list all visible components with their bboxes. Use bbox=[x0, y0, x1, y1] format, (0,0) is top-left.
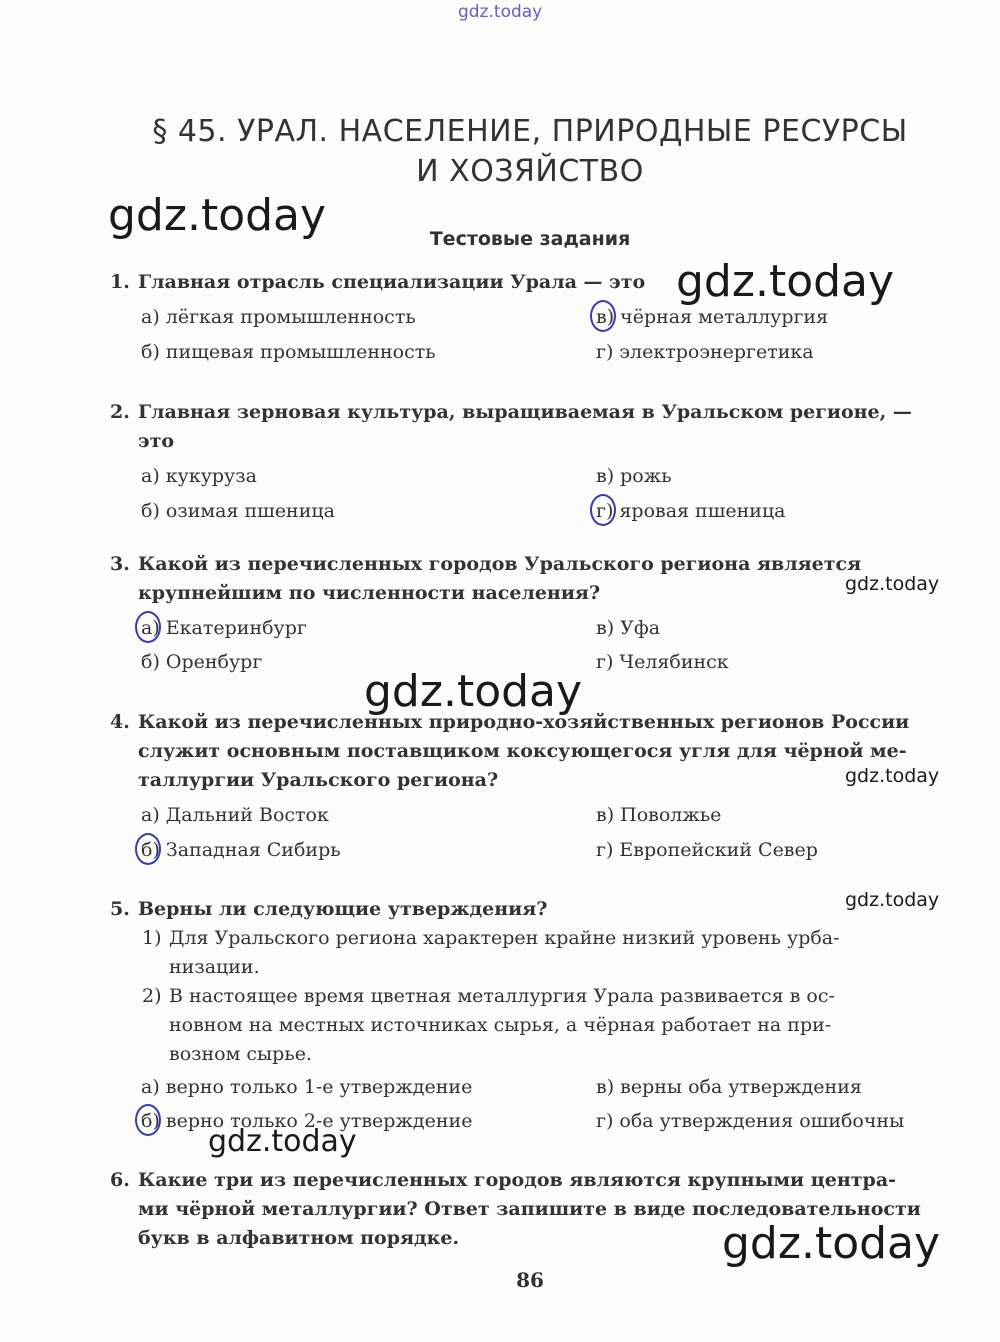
question-number: 1. bbox=[110, 271, 130, 293]
answer-circle-mark: г) bbox=[596, 497, 613, 526]
q2-option-g bbox=[596, 497, 786, 526]
question-text: букв в алфавитном порядке. bbox=[138, 1227, 460, 1249]
q5-option-v: в) верны оба утверждения bbox=[596, 1076, 862, 1098]
page-title-line2: И ХОЗЯЙСТВО bbox=[416, 154, 644, 189]
statement-text: В настоящее время цветная металлургия Урала развивается в ос- bbox=[169, 985, 835, 1007]
q4-option-g: г) Европейский Север bbox=[596, 839, 818, 861]
option-text: яровая пшеница bbox=[613, 500, 786, 522]
question-text: таллургии Уральского региона? bbox=[138, 769, 499, 791]
watermark: gdz.today bbox=[845, 573, 940, 595]
q3-option-a bbox=[141, 614, 307, 643]
statement-text: возном сырье. bbox=[169, 1043, 312, 1065]
statement-text: низации. bbox=[169, 956, 260, 978]
q4-option-a: а) Дальний Восток bbox=[141, 804, 329, 826]
q4-option-b bbox=[141, 836, 341, 865]
question-number: 6. bbox=[110, 1169, 130, 1191]
q5-statement-1 bbox=[142, 924, 952, 982]
q5-statement-2 bbox=[142, 982, 952, 1069]
question-3 bbox=[110, 550, 952, 608]
question-6 bbox=[110, 1166, 952, 1253]
option-text: чёрная металлургия bbox=[614, 306, 829, 328]
q5-option-g: г) оба утверждения ошибочны bbox=[596, 1110, 905, 1132]
answer-circle-mark: в) bbox=[596, 303, 614, 332]
watermark: gdz.today bbox=[208, 1124, 357, 1159]
question-number: 4. bbox=[110, 711, 130, 733]
question-number: 3. bbox=[110, 553, 130, 575]
q1-option-g: г) электроэнергетика bbox=[596, 341, 814, 363]
question-text: ми чёрной металлургии? Ответ запишите в виде последовательности bbox=[138, 1198, 921, 1220]
question-text: служит основным поставщиком коксующегося угля для чёрной ме- bbox=[138, 740, 907, 762]
question-2 bbox=[110, 398, 952, 456]
question-number: 5. bbox=[110, 898, 130, 920]
q4-option-v: в) Поволжье bbox=[596, 804, 722, 826]
q1-option-b: б) пищевая промышленность bbox=[141, 341, 436, 363]
statement-number: 2) bbox=[142, 985, 162, 1007]
q1-option-a: а) лёгкая промышленность bbox=[141, 306, 416, 328]
watermark: gdz.today bbox=[364, 666, 583, 717]
answer-circle-mark: б) bbox=[141, 836, 160, 865]
question-4 bbox=[110, 708, 952, 795]
watermark: gdz.today bbox=[722, 1218, 941, 1269]
option-text: Западная Сибирь bbox=[159, 839, 341, 861]
question-number: 2. bbox=[110, 401, 130, 423]
q5-option-b bbox=[141, 1107, 472, 1136]
q2-option-v: в) рожь bbox=[596, 465, 672, 487]
question-text: Какие три из перечисленных городов являются крупными центра- bbox=[138, 1169, 897, 1191]
watermark-top: gdz.today bbox=[458, 2, 543, 22]
q3-option-g: г) Челябинск bbox=[596, 651, 729, 673]
question-text: Какой из перечисленных природно-хозяйственных регионов России bbox=[138, 711, 910, 733]
section-subtitle: Тестовые задания bbox=[429, 228, 631, 250]
watermark: gdz.today bbox=[845, 765, 940, 787]
q2-option-a: а) кукуруза bbox=[141, 465, 257, 487]
answer-circle-mark: а) bbox=[141, 614, 160, 643]
statement-text: Для Уральского региона характерен крайне низкий уровень урба- bbox=[169, 927, 840, 949]
page-number: 86 bbox=[516, 1268, 544, 1292]
statement-number: 1) bbox=[142, 927, 162, 949]
question-text: Какой из перечисленных городов Уральского региона является bbox=[138, 553, 862, 575]
watermark: gdz.today bbox=[676, 256, 895, 307]
q5-option-a: а) верно только 1-е утверждение bbox=[141, 1076, 473, 1098]
answer-circle-mark: б) bbox=[141, 1107, 160, 1136]
question-text: Верны ли следующие утверждения? bbox=[138, 898, 548, 920]
option-text: Екатеринбург bbox=[159, 617, 307, 639]
statement-text: новном на местных источниках сырья, а чёрная работает на при- bbox=[169, 1014, 832, 1036]
watermark: gdz.today bbox=[845, 889, 940, 911]
question-1 bbox=[110, 268, 952, 297]
option-text: верно только 2-е утверждение bbox=[159, 1110, 473, 1132]
question-text: Главная зерновая культура, выращиваемая в Уральском регионе, — bbox=[138, 401, 912, 423]
q2-option-b: б) озимая пшеница bbox=[141, 500, 335, 522]
q3-option-v: в) Уфа bbox=[596, 617, 661, 639]
q3-option-b: б) Оренбург bbox=[141, 651, 263, 673]
question-text: это bbox=[138, 430, 175, 452]
question-text: крупнейшим по численности населения? bbox=[138, 582, 601, 604]
watermark: gdz.today bbox=[108, 190, 327, 241]
q1-option-v bbox=[596, 303, 828, 332]
question-5 bbox=[110, 895, 952, 924]
question-text: Главная отрасль специализации Урала — это bbox=[138, 271, 646, 293]
page-title: § 45. УРАЛ. НАСЕЛЕНИЕ, ПРИРОДНЫЕ РЕСУРСЫ bbox=[152, 114, 908, 149]
